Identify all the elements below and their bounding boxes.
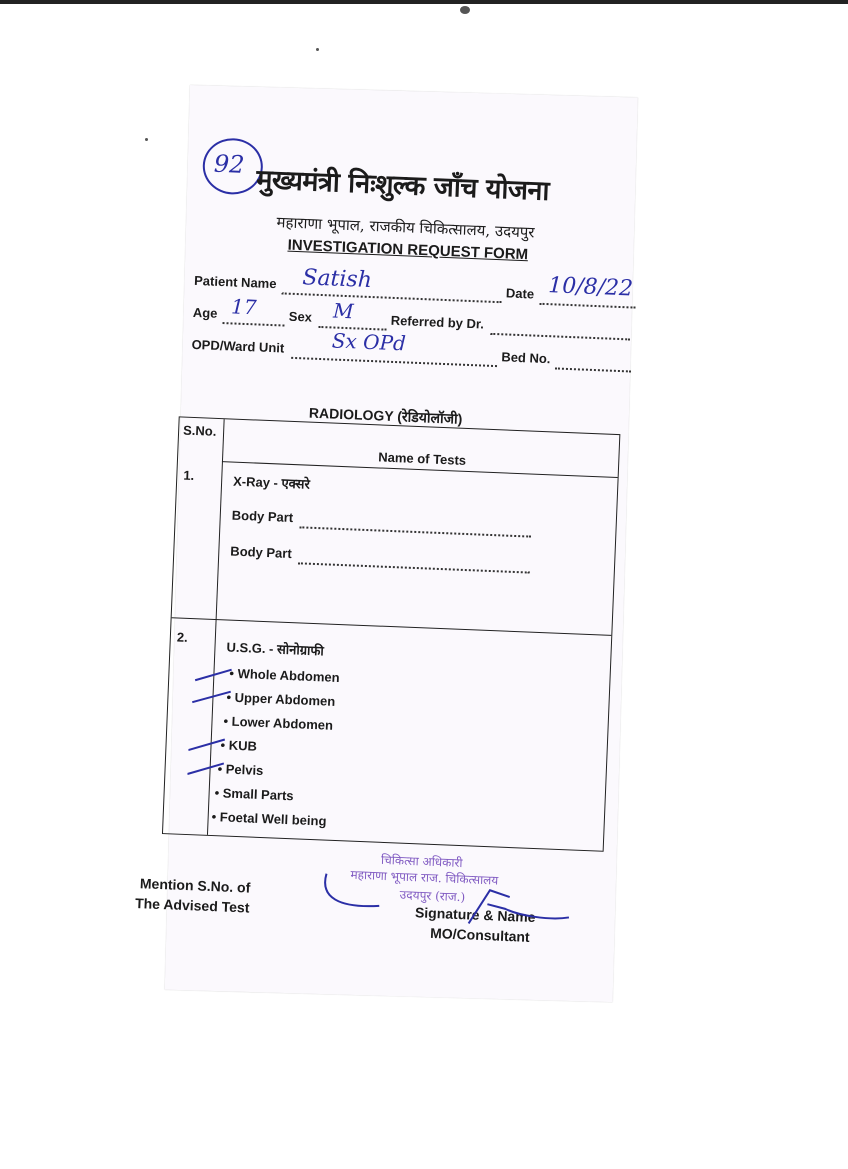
- column-header-sno: S.No.: [182, 422, 217, 439]
- row-divider: [172, 617, 612, 636]
- usg-option[interactable]: • Upper Abdomen: [226, 689, 336, 709]
- usg-option[interactable]: • Foetal Well being: [211, 809, 327, 829]
- circled-number-text: 92: [213, 149, 245, 179]
- row-sno-usg: 2.: [176, 629, 189, 645]
- opd-ward-label: OPD/Ward Unit: [191, 336, 285, 356]
- bed-no-field[interactable]: [555, 355, 632, 372]
- usg-option-label: Lower Abdomen: [231, 713, 334, 733]
- circled-number: [202, 137, 264, 195]
- usg-option-label: Pelvis: [225, 761, 264, 779]
- sex-value: M: [332, 298, 355, 324]
- hospital-name: महाराणा भूपाल, राजकीय चिकित्सालय, उदयपुर: [276, 213, 535, 242]
- section-title: RADIOLOGY (रेडियोलॉजी): [308, 404, 463, 427]
- referred-by-label: Referred by Dr.: [390, 312, 485, 332]
- tick-marks: [187, 658, 252, 790]
- tests-table: [162, 416, 620, 851]
- signature-role: MO/Consultant: [429, 924, 530, 945]
- scan-top-edge: [0, 0, 848, 4]
- form-title: INVESTIGATION REQUEST FORM: [287, 236, 529, 264]
- xray-body-part-field-1[interactable]: [299, 514, 531, 537]
- xray-body-part-field-2[interactable]: [298, 550, 530, 573]
- stamp-line1: चिकित्सा अधिकारी: [380, 852, 463, 871]
- usg-option-label: KUB: [228, 737, 258, 754]
- usg-label: U.S.G. - सोनोग्राफी: [226, 639, 325, 659]
- xray-body-part-label-1: Body Part: [231, 507, 294, 526]
- usg-option-label: Upper Abdomen: [234, 689, 336, 709]
- date-value: 10/8/22: [547, 273, 634, 302]
- usg-option-label: Foetal Well being: [219, 809, 327, 829]
- referred-by-field[interactable]: [490, 321, 630, 341]
- sex-label: Sex: [288, 308, 313, 325]
- scan-speck: [316, 48, 319, 51]
- usg-option[interactable]: • Pelvis: [217, 761, 264, 779]
- usg-option[interactable]: • KUB: [220, 737, 258, 754]
- bed-no-label: Bed No.: [501, 349, 551, 367]
- mention-sno-line1: Mention S.No. of: [139, 875, 251, 896]
- stamp-line3: उदयपुर (राज.): [399, 887, 466, 905]
- xray-body-part-label-2: Body Part: [230, 543, 293, 562]
- column-header-tests: Name of Tests: [377, 449, 467, 468]
- patient-name-label: Patient Name: [193, 272, 277, 292]
- signature-scribble: [318, 867, 580, 937]
- usg-option-label: Whole Abdomen: [237, 665, 340, 686]
- opd-ward-value: Sx OPd: [331, 328, 407, 356]
- row-sno-xray: 1.: [183, 467, 195, 484]
- usg-option[interactable]: • Whole Abdomen: [229, 665, 340, 686]
- usg-option[interactable]: • Small Parts: [214, 785, 294, 804]
- usg-option-label: Small Parts: [222, 785, 294, 804]
- age-label: Age: [192, 304, 218, 321]
- signature-label: Signature & Name: [414, 904, 536, 926]
- stamp-line2: महाराणा भूपाल राज. चिकित्सालय: [350, 867, 499, 888]
- xray-label: X-Ray - एक्सरे: [232, 473, 311, 492]
- scan-speck: [145, 138, 148, 141]
- investigation-form: [117, 135, 640, 974]
- patient-name-value: Satish: [301, 265, 373, 294]
- scheme-title: मुख्यमंत्री निःशुल्क जाँच योजना: [255, 164, 550, 208]
- date-label: Date: [505, 285, 535, 302]
- scan-speck: [460, 6, 470, 14]
- mention-sno-line2: The Advised Test: [134, 895, 250, 916]
- age-value: 17: [230, 294, 258, 320]
- usg-option[interactable]: • Lower Abdomen: [223, 713, 334, 733]
